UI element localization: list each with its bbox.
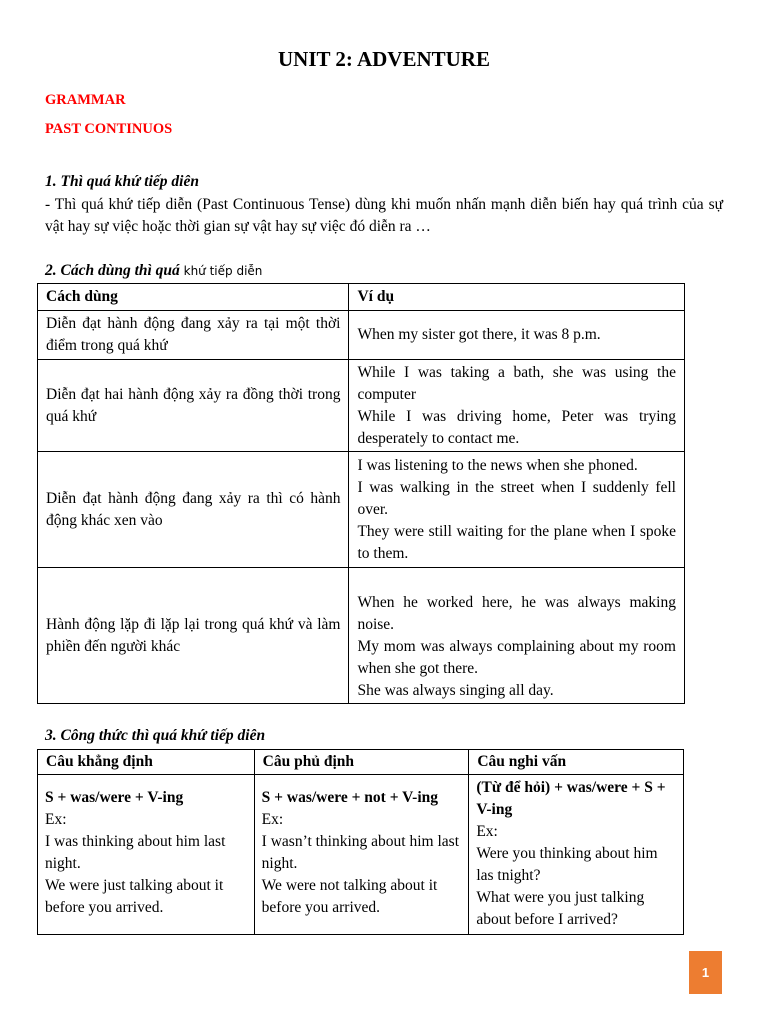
- header-example: Ví dụ: [349, 284, 685, 311]
- section2-heading: [45, 262, 262, 280]
- usage-cell: Diễn đạt hành động đang xảy ra thì có hành động khác xen vào: [38, 452, 349, 568]
- page-title: UNIT 2: ADVENTURE: [278, 47, 490, 71]
- example-line: What were you just talking about before I arrived?: [476, 889, 645, 928]
- header-usage: Cách dùng: [38, 284, 349, 311]
- negative-cell: [254, 775, 469, 935]
- page-number: 1: [701, 965, 710, 980]
- formula-table: [37, 749, 684, 935]
- example-line: They were still waiting for the plane when I spoke to them.: [357, 522, 676, 562]
- usage-cell: Diễn đạt hành động đang xảy ra tại một thời điểm trong quá khứ: [38, 311, 349, 360]
- example-line: We were just talking about it before you arrived.: [45, 877, 224, 916]
- usage-cell: Hành động lặp đi lặp lại trong quá khứ và làm phiền đến người khác: [38, 568, 349, 704]
- negative-formula: S + was/were + not + V-ing: [261, 789, 439, 806]
- usage-table: [37, 283, 685, 704]
- header-question: Câu nghi vấn: [469, 750, 684, 775]
- affirmative-cell: [38, 775, 255, 935]
- example-line: She was always singing all day.: [357, 682, 554, 699]
- ex-label: Ex:: [261, 811, 284, 828]
- table-row: [38, 311, 685, 360]
- section1-heading: 1. Thì quá khứ tiếp diên: [45, 173, 199, 190]
- grammar-label: GRAMMAR: [45, 92, 126, 108]
- example-cell: [349, 360, 685, 452]
- table-row: [38, 360, 685, 452]
- section1-body: - Thì quá khứ tiếp diễn (Past Continuous Tense) dùng khi muốn nhấn mạnh diễn biến hay quá trình của sự vật hay sự việc hoặc thời gian sự vật hay sự việc đó diễn ra …: [45, 196, 723, 235]
- usage-cell: Diễn đạt hai hành động xảy ra đồng thời trong quá khứ: [38, 360, 349, 452]
- example-line: My mom was always complaining about my room when she got there.: [357, 638, 676, 677]
- affirmative-formula: S + was/were + V-ing: [45, 789, 184, 806]
- example-line: I was listening to the news when she phoned.: [357, 456, 638, 474]
- section2-heading-main: 2. Cách dùng thì quá: [45, 262, 180, 279]
- page-number-badge: [689, 951, 722, 994]
- question-formula: (Từ để hỏi) + was/were + S + V-ing: [476, 779, 666, 818]
- table-row: [38, 452, 685, 568]
- header-affirmative: Câu khẳng định: [38, 750, 255, 775]
- example-line: While I was driving home, Peter was trying desperately to contact me.: [357, 407, 676, 447]
- example-line: When he worked here, he was always making noise.: [357, 594, 676, 633]
- section3-heading: 3. Công thức thì quá khứ tiếp diên: [45, 727, 266, 744]
- example-line: Were you thinking about him las tnight?: [476, 845, 658, 884]
- header-negative: Câu phủ định: [254, 750, 469, 775]
- example-line: We were not talking about it before you arrived.: [261, 877, 438, 916]
- example-line: While I was taking a bath, she was using the computer: [357, 363, 676, 403]
- example-cell: [349, 568, 685, 704]
- table-row: [38, 568, 685, 704]
- example-cell: [349, 311, 685, 360]
- example-line: When my sister got there, it was 8 p.m.: [357, 326, 601, 343]
- table-row: [38, 775, 684, 935]
- example-line: I wasn’t thinking about him last night.: [261, 833, 459, 872]
- section2-heading-rest: khứ tiếp diễn: [179, 264, 263, 278]
- table-header-row: [38, 750, 684, 775]
- topic-label: PAST CONTINUOS: [45, 121, 173, 137]
- ex-label: Ex:: [45, 811, 67, 828]
- example-line: I was walking in the street when I suddenly fell over.: [357, 478, 676, 518]
- example-cell: [349, 452, 685, 568]
- example-line: I was thinking about him last night.: [45, 833, 226, 872]
- table-header-row: [38, 284, 685, 311]
- ex-label: Ex:: [476, 823, 498, 840]
- question-cell: [469, 775, 684, 935]
